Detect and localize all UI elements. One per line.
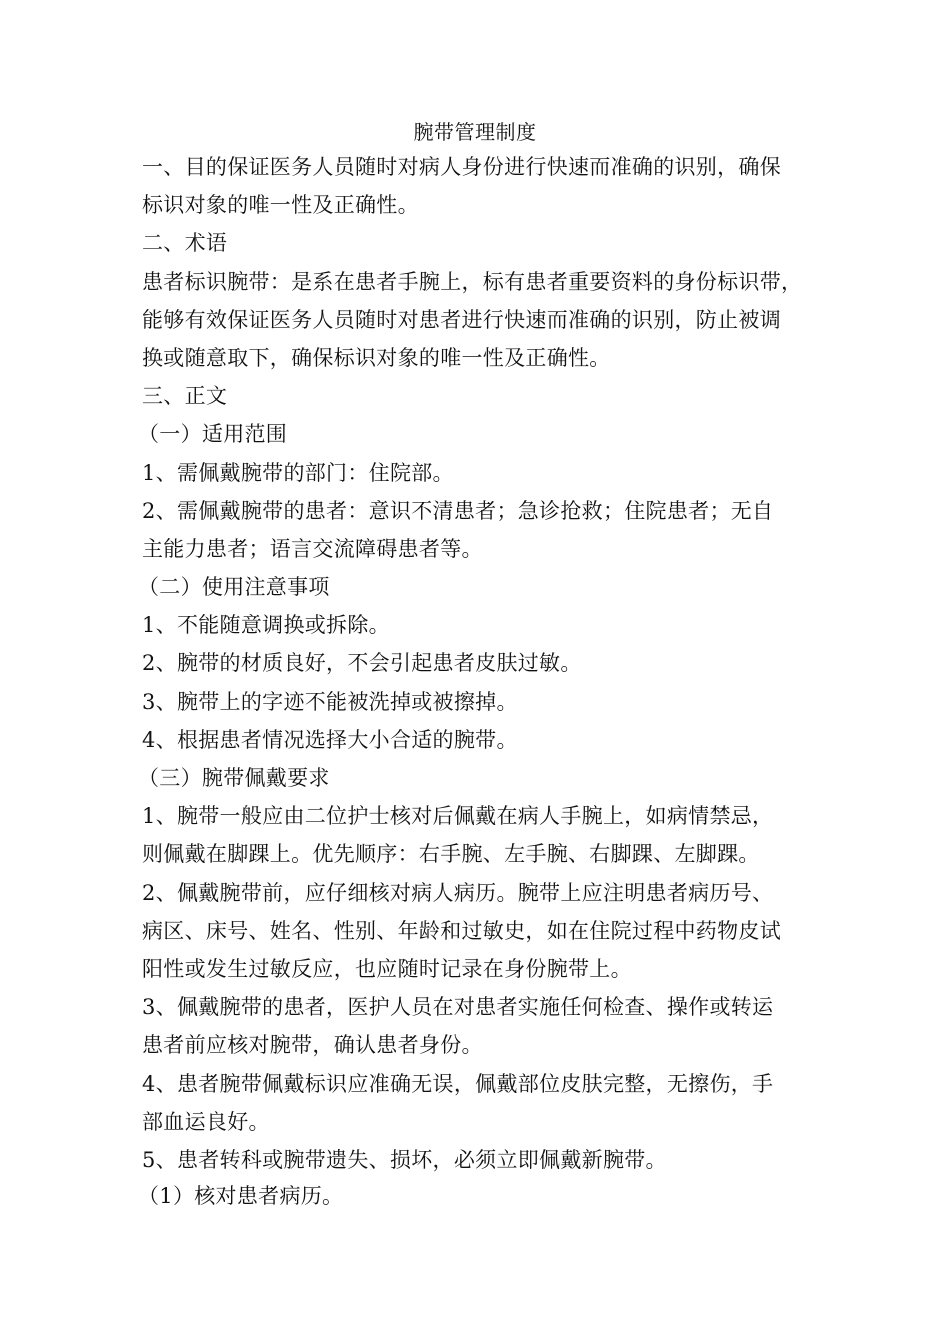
list-item: 5、患者转科或腕带遗失、损坏，必须立即佩戴新腕带。 <box>142 1147 667 1172</box>
paragraph-line: 能够有效保证医务人员随时对患者进行快速而准确的识别，防止被调 <box>142 307 781 332</box>
paragraph-line: 标识对象的唯一性及正确性。 <box>142 193 419 218</box>
section-heading: 三、正文 <box>142 384 228 409</box>
list-item-continuation: 阳性或发生过敏反应，也应随时记录在身份腕带上。 <box>142 956 632 981</box>
list-item: 2、腕带的材质良好，不会引起患者皮肤过敏。 <box>142 651 582 676</box>
sub-list-item: （1）核对患者病历。 <box>138 1184 344 1209</box>
list-item: 1、腕带一般应由二位护士核对后佩戴在病人手腕上，如病情禁忌， <box>142 804 774 829</box>
paragraph-line: 换或随意取下，确保标识对象的唯一性及正确性。 <box>142 345 611 370</box>
list-item-continuation: 则佩戴在脚踝上。优先顺序：右手腕、左手腕、右脚踝、左脚踝。 <box>142 842 760 867</box>
list-item: 1、需佩戴腕带的部门：住院部。 <box>142 460 454 485</box>
list-item: 3、佩戴腕带的患者，医护人员在对患者实施任何检查、操作或转运 <box>142 995 774 1020</box>
section-heading: 二、术语 <box>142 231 228 256</box>
list-item-continuation: 主能力患者；语言交流障碍患者等。 <box>142 536 483 561</box>
list-item-continuation: 患者前应核对腕带，确认患者身份。 <box>142 1033 483 1058</box>
list-item: 4、患者腕带佩戴标识应准确无误，佩戴部位皮肤完整，无擦伤，手 <box>142 1071 774 1096</box>
paragraph-line: 一、目的保证医务人员随时对病人身份进行快速而准确的识别，确保 <box>142 155 781 179</box>
subsection-heading: （一）适用范围 <box>138 422 288 447</box>
document-title: 腕带管理制度 <box>413 120 537 144</box>
document-body <box>138 148 842 1213</box>
subsection-heading: （三）腕带佩戴要求 <box>138 766 330 790</box>
list-item: 2、佩戴腕带前，应仔细核对病人病历。腕带上应注明患者病历号、 <box>142 880 774 905</box>
list-item: 1、不能随意调换或拆除。 <box>142 613 390 638</box>
list-item: 2、需佩戴腕带的患者：意识不清患者；急诊抢救；住院患者；无自 <box>142 498 774 523</box>
list-item-continuation: 病区、床号、姓名、性别、年龄和过敏史，如在住院过程中药物皮试 <box>142 918 781 943</box>
paragraph-line: 患者标识腕带：是系在患者手腕上，标有患者重要资料的身份标识带， <box>142 269 803 294</box>
subsection-heading: （二）使用注意事项 <box>138 575 330 600</box>
list-item-continuation: 部血运良好。 <box>142 1109 270 1134</box>
list-item: 4、根据患者情况选择大小合适的腕带。 <box>142 727 518 752</box>
list-item: 3、腕带上的字迹不能被洗掉或被擦掉。 <box>142 689 518 714</box>
